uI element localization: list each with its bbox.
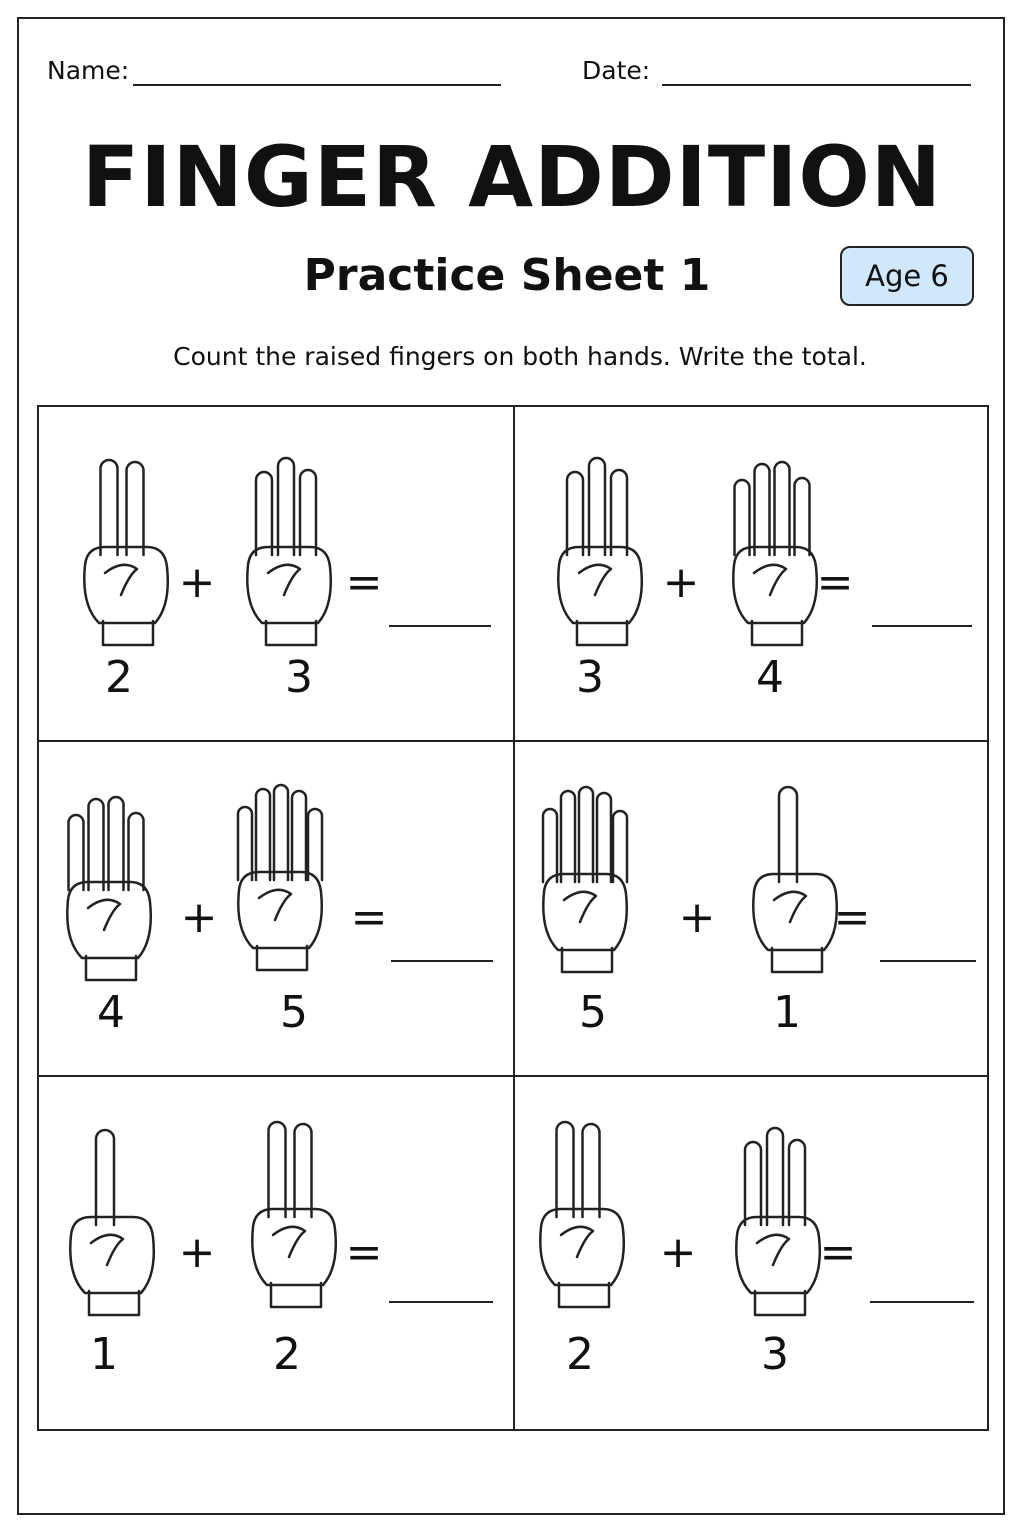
hand-illustration <box>545 445 655 645</box>
name-field[interactable] <box>133 84 501 86</box>
name-label: Name: <box>47 56 130 85</box>
hand-illustration <box>225 770 335 970</box>
date-label: Date: <box>582 56 651 85</box>
equals-sign: = <box>345 557 383 608</box>
problem-cell <box>513 742 987 1077</box>
problem-cell <box>513 407 987 742</box>
right-addend: 5 <box>280 987 308 1038</box>
problem-cell <box>39 742 513 1077</box>
hand-illustration <box>527 1107 637 1307</box>
equals-sign: = <box>816 557 854 608</box>
hand-illustration <box>720 445 830 645</box>
left-addend: 2 <box>105 652 133 703</box>
problem-cell <box>39 1077 513 1429</box>
answer-blank[interactable] <box>389 625 491 627</box>
answer-blank[interactable] <box>389 1301 493 1303</box>
equals-sign: = <box>833 892 871 943</box>
plus-sign: + <box>678 892 716 943</box>
plus-sign: + <box>659 1227 697 1278</box>
equals-sign: = <box>345 1227 383 1278</box>
hand-illustration <box>239 1107 349 1307</box>
answer-blank[interactable] <box>872 625 972 627</box>
hand-illustration <box>723 1115 833 1315</box>
right-addend: 3 <box>761 1329 789 1380</box>
right-addend: 3 <box>285 652 313 703</box>
problems-grid <box>37 405 989 1431</box>
date-field[interactable] <box>662 84 971 86</box>
plus-sign: + <box>180 892 218 943</box>
problem-cell <box>39 407 513 742</box>
hand-illustration <box>71 445 181 645</box>
plus-sign: + <box>662 557 700 608</box>
left-addend: 1 <box>90 1329 118 1380</box>
hand-illustration <box>54 780 164 980</box>
plus-sign: + <box>178 557 216 608</box>
equals-sign: = <box>819 1227 857 1278</box>
equals-sign: = <box>350 892 388 943</box>
age-badge: Age 6 <box>840 246 974 306</box>
left-addend: 2 <box>566 1329 594 1380</box>
hand-illustration <box>234 445 344 645</box>
plus-sign: + <box>178 1227 216 1278</box>
left-addend: 3 <box>576 652 604 703</box>
hand-illustration <box>530 772 640 972</box>
left-addend: 5 <box>579 987 607 1038</box>
page-subtitle: Practice Sheet 1 <box>303 250 711 301</box>
hand-illustration <box>57 1115 167 1315</box>
left-addend: 4 <box>97 987 125 1038</box>
answer-blank[interactable] <box>391 960 493 962</box>
answer-blank[interactable] <box>870 1301 974 1303</box>
right-addend: 2 <box>273 1329 301 1380</box>
right-addend: 1 <box>773 987 801 1038</box>
instructions-text: Count the raised fingers on both hands. Write the total. <box>173 342 867 371</box>
right-addend: 4 <box>756 652 784 703</box>
answer-blank[interactable] <box>880 960 976 962</box>
page-title: FINGER ADDITION <box>81 128 943 226</box>
problem-cell <box>513 1077 987 1429</box>
